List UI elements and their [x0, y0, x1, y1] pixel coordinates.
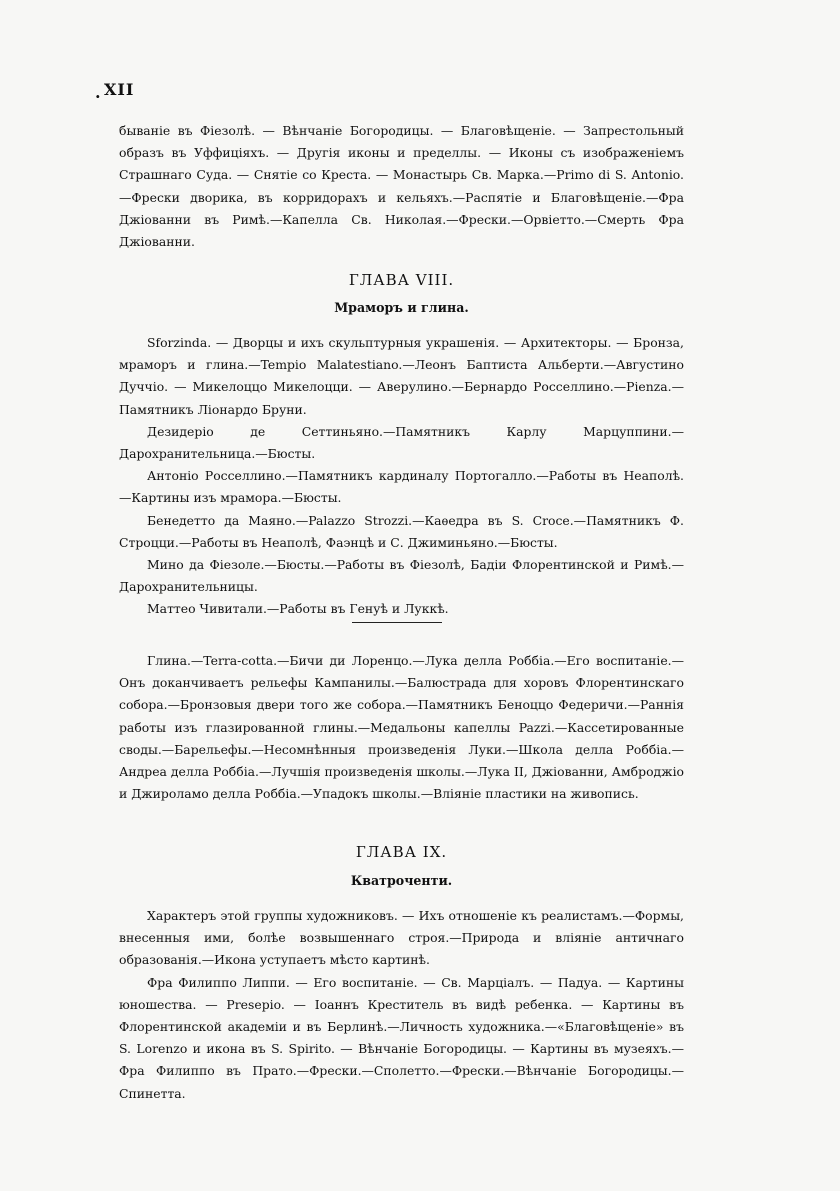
chapter-9-subtitle: Кватроченти.: [350, 873, 453, 888]
chapter-8-subtitle: Мраморъ и глина.: [334, 300, 469, 315]
chapter-8-title: ГЛАВА VIII.: [348, 271, 455, 289]
chapter-8-paragraph-3: Антоніо Росселлино.—Памятникъ кардиналу Портогалло.—Работы въ Неаполѣ.—Картины изъ мрамора.—Бюсты.: [119, 468, 684, 506]
chapter-8-paragraph-2: Дезидеріо де Сеттиньяно.—Памятникъ Карлу Марцуппини.—Дарохранительница.—Бюсты.: [119, 423, 684, 462]
chapter-8-paragraph-4: Бенедетто да Маяно.—Palazzo Strozzi.—Каѳедра въ S. Croce.—Памятникъ Ф. Строцци.—Работы въ Неаполѣ, Фаэнцѣ и С. Джиминьяно.—Бюсты.: [119, 512, 684, 550]
intro-paragraph: [119, 120, 684, 253]
chapter-8-paragraph-6: Маттео Чивитали.—Работы въ Генуѣ и Луккѣ.: [147, 601, 449, 617]
chapter-9-paragraph-2: Фра Филиппо Липпи. — Его воспитаніе. — Св. Марціалъ. — Падуа. — Картины юношества. — Presepio. — Іоаннъ Креститель въ видѣ ребенка. — Картины въ Флорентинской академіи и въ Берлинѣ.—Личность художника.—«Благовѣщеніе» въ S. Lorenzo и икона въ S. Spirito. — Вѣнчаніе Богородицы. — Картины въ музеяхъ.—Фра Филиппо въ Прато.—Фрески.—Сполетто.—Фрески.—Вѣнчаніе Богородицы.—Спинетта.: [119, 974, 684, 1101]
chapter-9-paragraph-1: Характеръ этой группы художниковъ. — Ихъ отношеніе къ реалистамъ.—Формы, внесенныя ими, болѣе возвышеннаго строя.—Природа и вліяніе античнаго образованія.—Икона уступаетъ мѣсто картинѣ.: [119, 908, 684, 968]
clay-section: [119, 650, 684, 805]
intro-text: бываніе въ Фіезолѣ. — Вѣнчаніе Богородицы. — Благовѣщеніе. — Запрестольный образъ въ Уффиціяхъ. — Другія иконы и пределлы. — Иконы съ изображеніемъ Страшнаго Суда. — Снятіе со Креста. — Монастырь Св. Марка.—Primo di S. Antonio.—Фрески дворика, въ корридорахъ и кельяхъ.—Распятіе и Благовѣщеніе.—Фра Джіованни въ Римѣ.—Капелла Св. Николая.—Фрески.—Орвіетто.—Смерть Фра Джіованни.: [119, 123, 684, 250]
chapter-8-paragraph-1: Sforzinda. — Дворцы и ихъ скульптурныя украшенія. — Архитекторы. — Бронза, мраморъ и глина.—Tempio Malatestiano.—Леонъ Баптиста Альберти.—Августино Дуччіо. — Микелоццо Микелоцци. — Аверулино.—Бернардо Росселлино.—Pienza.—Памятникъ Ліонардо Бруни.: [119, 335, 684, 417]
section-divider: [352, 622, 442, 623]
chapter-9-contents: [119, 905, 684, 1105]
chapter-8-contents: [119, 332, 684, 621]
clay-paragraph: Глина.—Terra-cotta.—Бичи ди Лоренцо.—Лука делла Роббіа.—Его воспитаніе.—Онъ доканчиваетъ рельефы Кампанилы.—Балюстрада для хоровъ Флорентинскаго собора.—Бронзовыя двери того же собора.—Памятникъ Беноццо Федеричи.—Раннія работы изъ глазированной глины.—Медальоны капеллы Pazzi.—Кассетированные своды.—Барельефы.—Несомнѣнныя произведенія Луки.—Школа делла Роббіа.—Андреа делла Роббіа.—Лучшія произведенія школы.—Лука II, Джіованни, Амброджіо и Джироламо делла Роббіа.—Упадокъ школы.—Вліяніе пластики на живопись.: [119, 653, 684, 802]
page-number: . XII: [104, 80, 134, 99]
chapter-9-title: ГЛАВА IX.: [355, 843, 448, 861]
chapter-8-paragraph-5: Мино да Фіезоле.—Бюсты.—Работы въ Фіезолѣ, Бадіи Флорентинской и Римѣ.—Дарохранительницы.: [119, 557, 684, 595]
